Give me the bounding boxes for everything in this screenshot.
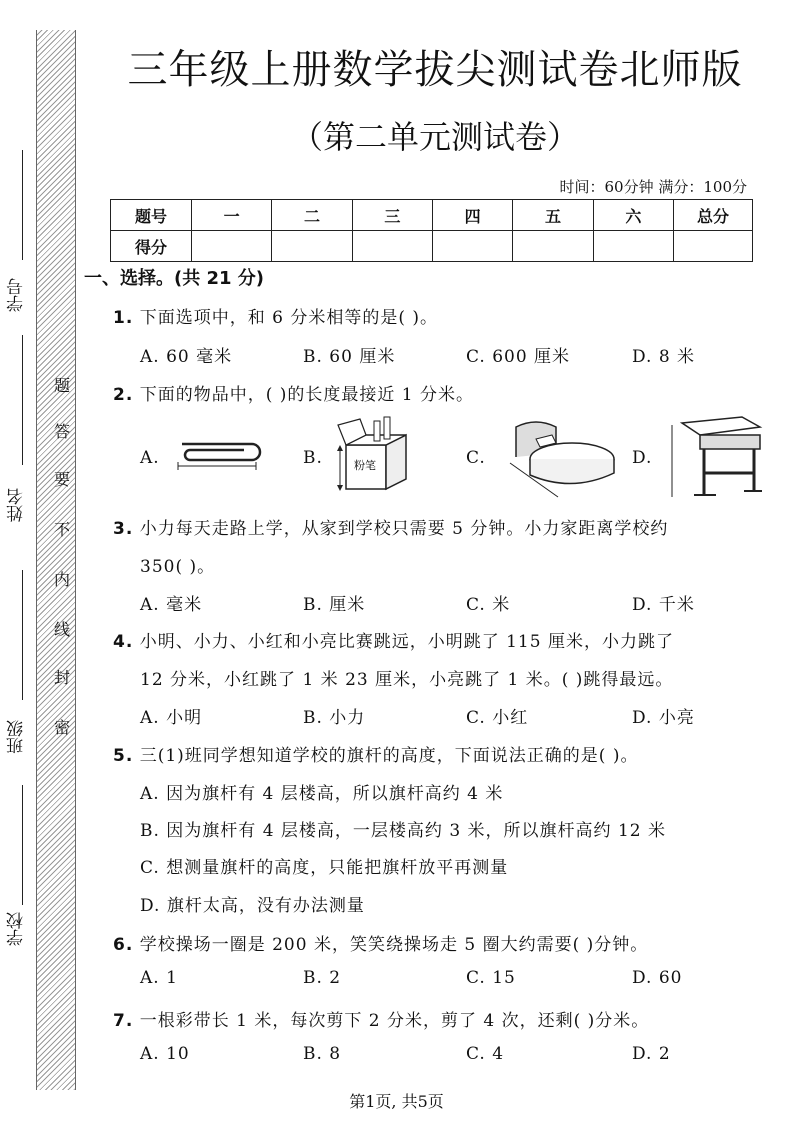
- score-cell[interactable]: [674, 231, 753, 262]
- score-header-cell: 二: [272, 200, 352, 231]
- question-2: [113, 380, 474, 405]
- score-table-header-row: [111, 200, 753, 231]
- seal-char: 题: [54, 376, 71, 395]
- option-b[interactable]: B. 因为旗杆有 4 层楼高，一层楼高约 3 米，所以旗杆高约 12 米: [140, 821, 666, 841]
- option-c[interactable]: C.: [466, 448, 486, 468]
- question-1: [113, 303, 438, 328]
- score-cell[interactable]: [513, 231, 593, 262]
- name-line: [22, 335, 23, 465]
- name-label: 姓名: [7, 488, 27, 522]
- seal-char: 答: [54, 422, 71, 441]
- option-c[interactable]: C. 600 厘米: [466, 347, 571, 367]
- option-b[interactable]: B. 2: [303, 968, 342, 988]
- option-a[interactable]: A. 60 毫米: [140, 347, 233, 367]
- score-table: [110, 199, 753, 262]
- question-3: [113, 514, 668, 539]
- class-label: 班级: [7, 720, 27, 754]
- question-number: 6.: [113, 935, 134, 955]
- question-text-continued: 350( )。: [140, 557, 216, 577]
- seal-char: 不: [54, 520, 71, 539]
- bed-image: [506, 413, 618, 499]
- option-a[interactable]: A.: [140, 448, 160, 468]
- score-header-cell: 五: [513, 200, 593, 231]
- desk-image: [664, 413, 764, 503]
- score-header-cell: 题号: [111, 200, 192, 231]
- seal-char: 内: [54, 570, 71, 589]
- option-c[interactable]: C. 15: [466, 968, 516, 988]
- option-a[interactable]: A. 小明: [140, 708, 203, 728]
- page-title: 三年级上册数学拔尖测试卷北师版: [127, 47, 743, 93]
- option-c[interactable]: C. 4: [466, 1044, 505, 1064]
- school-line: [22, 785, 23, 905]
- score-cell[interactable]: [272, 231, 352, 262]
- option-d[interactable]: D. 60: [632, 968, 683, 988]
- question-number: 5.: [113, 746, 134, 766]
- school-label: 学校: [7, 912, 27, 946]
- seal-char: 封: [54, 668, 71, 687]
- binding-margin: [36, 30, 76, 1090]
- paperclip-image: [172, 438, 262, 472]
- score-row-label: 得分: [111, 231, 192, 262]
- question-text: 三(1)班同学想知道学校的旗杆的高度，下面说法正确的是( )。: [139, 746, 639, 766]
- question-5: [113, 741, 638, 766]
- option-a[interactable]: A. 10: [140, 1044, 190, 1064]
- option-d[interactable]: D. 8 米: [632, 347, 696, 367]
- question-6: [113, 930, 648, 955]
- chalk-box-label: 粉笔: [354, 459, 376, 472]
- option-b[interactable]: B. 60 厘米: [303, 347, 396, 367]
- option-d[interactable]: D. 旗杆太高，没有办法测量: [140, 896, 365, 916]
- score-cell[interactable]: [593, 231, 673, 262]
- seal-char: 线: [54, 620, 71, 639]
- score-header-cell: 三: [352, 200, 432, 231]
- question-number: 4.: [113, 632, 134, 652]
- option-b[interactable]: B. 8: [303, 1044, 342, 1064]
- seal-char: 要: [54, 470, 71, 489]
- option-a[interactable]: A. 毫米: [140, 595, 203, 615]
- page-footer: 第1页, 共5页: [349, 1092, 444, 1111]
- score-header-cell: 四: [432, 200, 512, 231]
- score-cell[interactable]: [352, 231, 432, 262]
- option-a[interactable]: A. 因为旗杆有 4 层楼高，所以旗杆高约 4 米: [140, 784, 504, 804]
- question-number: 1.: [113, 308, 134, 328]
- page-subtitle: （第二单元测试卷）: [290, 118, 579, 156]
- score-cell[interactable]: [192, 231, 272, 262]
- seal-char: 密: [54, 718, 71, 737]
- class-line: [22, 570, 23, 700]
- section-title: 一、选择。(共 21 分): [84, 268, 265, 289]
- score-cell[interactable]: [432, 231, 512, 262]
- option-b[interactable]: B. 小力: [303, 708, 366, 728]
- question-text-continued: 12 分米，小红跳了 1 米 23 厘米，小亮跳了 1 米。( )跳得最远。: [140, 670, 674, 690]
- score-header-cell: 总分: [674, 200, 753, 231]
- option-a[interactable]: A. 1: [140, 968, 178, 988]
- question-text: 小明、小力、小红和小亮比赛跳远，小明跳了 115 厘米，小力跳了: [139, 632, 674, 652]
- score-header-cell: 六: [593, 200, 673, 231]
- question-text: 一根彩带长 1 米，每次剪下 2 分米，剪了 4 次，还剩( )分米。: [139, 1011, 650, 1031]
- option-b[interactable]: B. 厘米: [303, 595, 366, 615]
- chalk-box-image: [334, 413, 414, 495]
- exam-meta: 时间：60分钟 满分：100分: [559, 178, 747, 196]
- question-text: 学校操场一圈是 200 米，笑笑绕操场走 5 圈大约需要( )分钟。: [139, 935, 649, 955]
- option-c[interactable]: C. 小红: [466, 708, 529, 728]
- question-7: [113, 1006, 649, 1031]
- option-b[interactable]: B.: [303, 448, 323, 468]
- question-number: 2.: [113, 385, 134, 405]
- option-d[interactable]: D. 小亮: [632, 708, 695, 728]
- score-header-cell: 一: [192, 200, 272, 231]
- question-4: [113, 627, 674, 652]
- option-c[interactable]: C. 想测量旗杆的高度，只能把旗杆放平再测量: [140, 858, 509, 878]
- question-number: 3.: [113, 519, 134, 539]
- option-d[interactable]: D.: [632, 448, 653, 468]
- score-table-score-row: [111, 231, 753, 262]
- student-id-label: 学号: [7, 278, 27, 312]
- question-text: 小力每天走路上学，从家到学校只需要 5 分钟。小力家距离学校约: [139, 519, 669, 539]
- student-id-line: [22, 150, 23, 260]
- question-text: 下面的物品中，( )的长度最接近 1 分米。: [139, 385, 474, 405]
- question-number: 7.: [113, 1011, 134, 1031]
- option-d[interactable]: D. 2: [632, 1044, 671, 1064]
- option-d[interactable]: D. 千米: [632, 595, 695, 615]
- question-text: 下面选项中，和 6 分米相等的是( )。: [139, 308, 438, 328]
- option-c[interactable]: C. 米: [466, 595, 511, 615]
